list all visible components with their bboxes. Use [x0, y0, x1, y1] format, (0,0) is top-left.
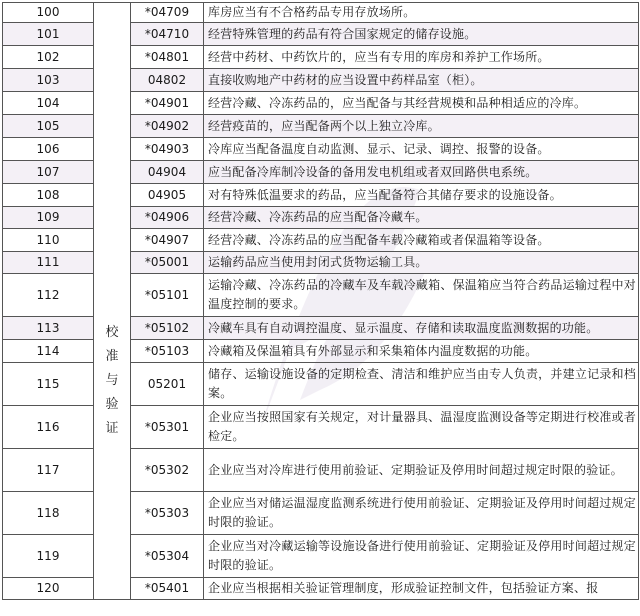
- item-code: *05102: [131, 317, 204, 340]
- row-number: 103: [3, 69, 94, 92]
- item-code: *05301: [131, 406, 204, 449]
- item-description: 对有特殊低温要求的药品，应当配备符合其储存要求的设施设备。: [204, 184, 639, 207]
- row-number: 107: [3, 161, 94, 184]
- item-description: 企业应当对冷藏运输等设施设备进行使用前验证、定期验证及停用时间超过规定时限的验证。: [204, 535, 639, 578]
- item-code: 04802: [131, 69, 204, 92]
- row-number: 110: [3, 229, 94, 252]
- item-description: 经营冷藏、冷冻药品的应当配备车载冷藏箱或者保温箱等设备。: [204, 229, 639, 252]
- regulation-table: [2, 2, 639, 600]
- item-code: *04801: [131, 46, 204, 69]
- row-number: 111: [3, 252, 94, 274]
- item-code: 05201: [131, 363, 204, 406]
- item-code: *05101: [131, 274, 204, 317]
- row-number: 109: [3, 207, 94, 229]
- item-description: 企业应当按照国家有关规定，对计量器具、温湿度监测设备等定期进行校准或者检定。: [204, 406, 639, 449]
- row-number: 100: [3, 3, 94, 23]
- item-code: *05303: [131, 492, 204, 535]
- row-number: 118: [3, 492, 94, 535]
- item-description: 经营特殊管理的药品有符合国家规定的储存设施。: [204, 23, 639, 46]
- category-label: 校准与验证: [105, 325, 119, 436]
- row-number: 112: [3, 274, 94, 317]
- item-code: *04709: [131, 3, 204, 23]
- category-cell: [94, 3, 131, 600]
- item-code: *05001: [131, 252, 204, 274]
- row-number: 106: [3, 138, 94, 161]
- item-description: 冷藏箱及保温箱具有外部显示和采集箱体内温度数据的功能。: [204, 340, 639, 363]
- item-description: 经营冷藏、冷冻药品的应当配备冷藏车。: [204, 207, 639, 229]
- item-code: 04905: [131, 184, 204, 207]
- row-number: 120: [3, 578, 94, 600]
- item-description: 经营冷藏、冷冻药品的，应当配备与其经营规模和品种相适应的冷库。: [204, 92, 639, 115]
- row-number: 104: [3, 92, 94, 115]
- item-description: 储存、运输设施设备的定期检查、清洁和维护应当由专人负责，并建立记录和档案。: [204, 363, 639, 406]
- item-description: 应当配备冷库制冷设备的备用发电机组或者双回路供电系统。: [204, 161, 639, 184]
- row-number: 113: [3, 317, 94, 340]
- item-code: *04906: [131, 207, 204, 229]
- item-code: *05401: [131, 578, 204, 600]
- item-description: 经营中药材、中药饮片的，应当有专用的库房和养护工作场所。: [204, 46, 639, 69]
- item-description: 运输药品应当使用封闭式货物运输工具。: [204, 252, 639, 274]
- row-number: 117: [3, 449, 94, 492]
- row-number: 108: [3, 184, 94, 207]
- row-number: 101: [3, 23, 94, 46]
- item-code: *04903: [131, 138, 204, 161]
- item-description: 库房应当有不合格药品专用存放场所。: [204, 3, 639, 23]
- row-number: 115: [3, 363, 94, 406]
- item-description: 冷库应当配备温度自动监测、显示、记录、调控、报警的设备。: [204, 138, 639, 161]
- item-code: 04904: [131, 161, 204, 184]
- row-number: 114: [3, 340, 94, 363]
- item-code: *04901: [131, 92, 204, 115]
- item-code: *04710: [131, 23, 204, 46]
- item-code: *05304: [131, 535, 204, 578]
- item-description: 经营疫苗的，应当配备两个以上独立冷库。: [204, 115, 639, 138]
- row-number: 102: [3, 46, 94, 69]
- row-number: 105: [3, 115, 94, 138]
- item-code: *04902: [131, 115, 204, 138]
- item-description: 企业应当对储运温湿度监测系统进行使用前验证、定期验证及停用时间超过规定时限的验证。: [204, 492, 639, 535]
- table-row: [3, 3, 639, 23]
- item-code: *05103: [131, 340, 204, 363]
- row-number: 119: [3, 535, 94, 578]
- item-code: *05302: [131, 449, 204, 492]
- item-description: 运输冷藏、冷冻药品的冷藏车及车载冷藏箱、保温箱应当符合药品运输过程中对温度控制的要求。: [204, 274, 639, 317]
- row-number: 116: [3, 406, 94, 449]
- item-description: 企业应当对冷库进行使用前验证、定期验证及停用时间超过规定时限的验证。: [204, 449, 639, 492]
- item-description: 企业应当根据相关验证管理制度，形成验证控制文件，包括验证方案、报: [204, 578, 639, 600]
- regulation-table-body: [3, 3, 639, 600]
- item-description: 直接收购地产中药材的应当设置中药样品室（柜）。: [204, 69, 639, 92]
- item-code: *04907: [131, 229, 204, 252]
- item-description: 冷藏车具有自动调控温度、显示温度、存储和读取温度监测数据的功能。: [204, 317, 639, 340]
